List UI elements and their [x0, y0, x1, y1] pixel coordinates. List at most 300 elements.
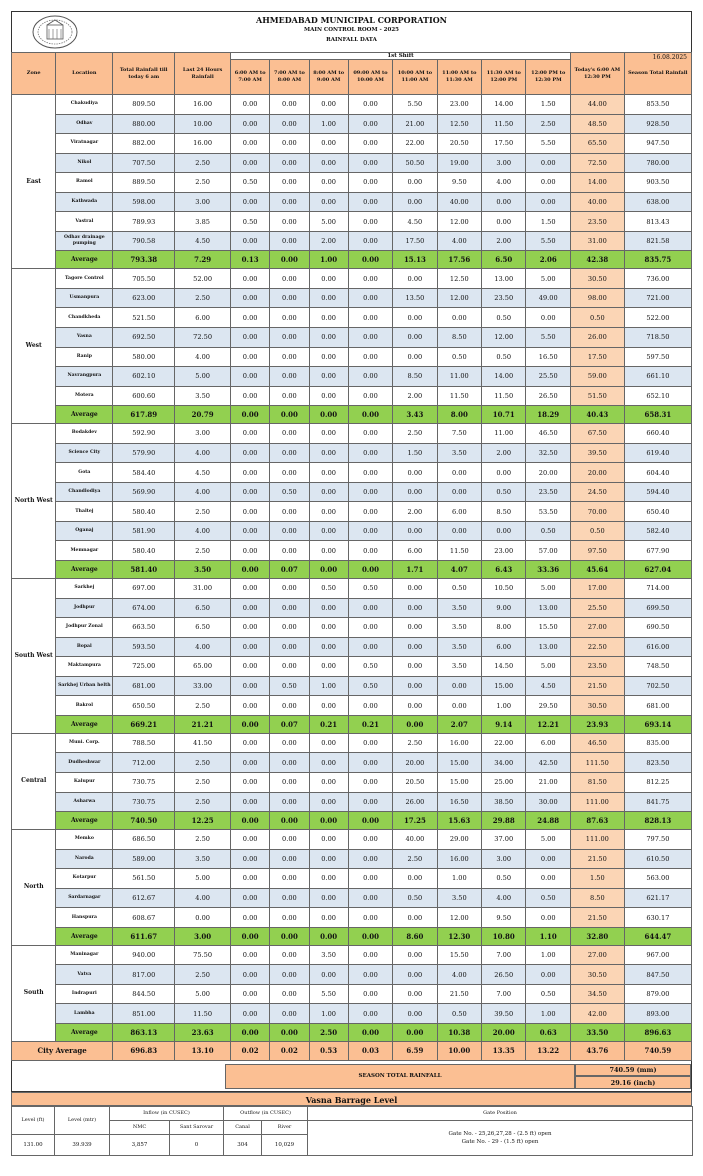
value-cell: 6.50 — [175, 598, 231, 618]
value-cell: 0.00 — [393, 945, 437, 965]
value-cell: 0.00 — [309, 347, 348, 367]
value-cell: 0.00 — [348, 869, 392, 889]
value-cell: 2.50 — [175, 502, 231, 522]
value-cell: 0.00 — [309, 598, 348, 618]
city-average-value: 13.22 — [526, 1041, 571, 1060]
value-cell: 2.50 — [175, 792, 231, 812]
value-cell: 0.00 — [393, 637, 437, 657]
average-value: 828.13 — [624, 812, 691, 830]
value-cell: 13.00 — [482, 269, 526, 289]
value-cell: 0.00 — [231, 908, 270, 928]
average-label: Average — [56, 927, 113, 945]
value-cell: 0.00 — [348, 792, 392, 812]
location-name: Bakrol — [56, 696, 113, 716]
value-cell: 692.50 — [113, 328, 175, 348]
average-value: 15.63 — [437, 812, 481, 830]
table-row — [12, 541, 692, 561]
average-value: 2.07 — [437, 715, 481, 733]
outflow-label: Outflow (in CUSEC) — [224, 1106, 308, 1120]
shift-header: 1st Shift — [231, 53, 571, 60]
value-cell: 4.50 — [175, 463, 231, 483]
value-cell: 608.67 — [113, 908, 175, 928]
season-value: 967.00 — [624, 945, 691, 965]
location-name: Viratnagar — [56, 134, 113, 154]
value-cell: 4.00 — [437, 231, 481, 251]
value-cell: 2.50 — [393, 424, 437, 444]
average-value: 0.00 — [231, 561, 270, 579]
gate-line-1: Gate No. - 25,26,27,28 - (2.5 ft) open — [448, 1130, 552, 1137]
value-cell: 561.50 — [113, 869, 175, 889]
value-cell: 0.00 — [231, 269, 270, 289]
season-value: 652.10 — [624, 386, 691, 406]
city-average-value: 0.53 — [309, 1041, 348, 1060]
value-cell: 4.00 — [175, 443, 231, 463]
location-name: Hanspura — [56, 908, 113, 928]
value-cell: 14.00 — [482, 95, 526, 115]
value-cell: 3.50 — [437, 637, 481, 657]
level-mtr-value: 39.939 — [55, 1134, 110, 1155]
average-value: 45.64 — [570, 561, 624, 579]
river-value: 10,029 — [262, 1134, 308, 1155]
season-value: 594.40 — [624, 482, 691, 502]
average-value: 611.67 — [113, 927, 175, 945]
value-cell: 0.50 — [482, 482, 526, 502]
value-cell: 0.00 — [309, 424, 348, 444]
average-value: 17.56 — [437, 251, 481, 269]
value-cell: 0.00 — [231, 637, 270, 657]
slot-header: 11:30 AM to 12:00 PM — [482, 60, 526, 95]
value-cell: 581.90 — [113, 521, 175, 541]
location-name: Ranip — [56, 347, 113, 367]
value-cell: 0.00 — [270, 598, 309, 618]
value-cell: 2.50 — [393, 849, 437, 869]
value-cell: 1.50 — [393, 443, 437, 463]
value-cell: 0.00 — [270, 733, 309, 753]
sant-sarovar-label: Sant Sarovar — [170, 1120, 224, 1134]
value-cell: 0.00 — [309, 696, 348, 716]
value-cell: 0.00 — [270, 502, 309, 522]
value-cell: 11.50 — [437, 386, 481, 406]
value-cell: 46.50 — [526, 424, 571, 444]
location-name: Chakudiya — [56, 95, 113, 115]
value-cell: 12.00 — [437, 288, 481, 308]
value-cell: 0.00 — [231, 231, 270, 251]
location-name: Naroda — [56, 849, 113, 869]
value-cell: 0.00 — [309, 888, 348, 908]
value-cell: 9.50 — [482, 908, 526, 928]
value-cell: 0.00 — [348, 134, 392, 154]
value-cell: 4.00 — [175, 888, 231, 908]
value-cell: 0.00 — [348, 541, 392, 561]
value-cell: 32.50 — [526, 443, 571, 463]
location-name: Sarkhej Urban helth — [56, 676, 113, 696]
nmc-label: NMC — [110, 1120, 170, 1134]
table-row — [12, 753, 692, 773]
value-cell: 4.00 — [482, 173, 526, 193]
nmc-value: 3,857 — [110, 1134, 170, 1155]
value-cell: 13.00 — [526, 598, 571, 618]
average-value: 0.21 — [348, 715, 392, 733]
value-cell: 2.00 — [482, 443, 526, 463]
value-cell: 0.00 — [393, 192, 437, 212]
value-cell: 0.00 — [393, 965, 437, 985]
value-cell: 5.00 — [309, 212, 348, 232]
value-cell: 11.50 — [175, 1004, 231, 1024]
value-cell: 0.00 — [270, 443, 309, 463]
average-value: 9.14 — [482, 715, 526, 733]
value-cell: 0.00 — [309, 367, 348, 387]
value-cell: 5.00 — [526, 269, 571, 289]
season-value: 621.17 — [624, 888, 691, 908]
season-value: 853.50 — [624, 95, 691, 115]
value-cell: 0.00 — [270, 367, 309, 387]
today-value: 17.00 — [570, 579, 624, 599]
season-value: 714.00 — [624, 579, 691, 599]
city-average-value: 740.59 — [624, 1041, 691, 1060]
value-cell: 14.50 — [482, 657, 526, 677]
table-row — [12, 579, 692, 599]
value-cell: 0.00 — [526, 153, 571, 173]
value-cell: 0.00 — [231, 984, 270, 1004]
value-cell: 1.50 — [526, 95, 571, 115]
value-cell: 0.00 — [309, 830, 348, 850]
today-value: 42.00 — [570, 1004, 624, 1024]
value-cell: 0.50 — [393, 888, 437, 908]
today-value: 21.50 — [570, 849, 624, 869]
table-row — [12, 367, 692, 387]
table-row — [12, 482, 692, 502]
average-value: 24.88 — [526, 812, 571, 830]
value-cell: 0.00 — [348, 367, 392, 387]
value-cell: 75.50 — [175, 945, 231, 965]
value-cell: 0.00 — [231, 657, 270, 677]
value-cell: 0.00 — [526, 908, 571, 928]
table-row — [12, 908, 692, 928]
today-value: 97.50 — [570, 541, 624, 561]
value-cell: 0.00 — [231, 288, 270, 308]
report-name: RAINFALL DATA — [326, 37, 377, 43]
today-value: 81.50 — [570, 772, 624, 792]
season-value: 835.00 — [624, 733, 691, 753]
table-row — [12, 114, 692, 134]
zone-name: West — [12, 269, 56, 424]
value-cell: 0.00 — [270, 521, 309, 541]
value-cell: 0.00 — [231, 482, 270, 502]
slot-header: 7:00 AM to 8:00 AM — [270, 60, 309, 95]
value-cell: 2.50 — [175, 173, 231, 193]
average-value: 12.30 — [437, 927, 481, 945]
value-cell: 580.40 — [113, 502, 175, 522]
average-value: 1.00 — [309, 251, 348, 269]
today-value: 67.50 — [570, 424, 624, 444]
season-value: 616.00 — [624, 637, 691, 657]
average-value: 3.50 — [175, 561, 231, 579]
value-cell: 0.00 — [309, 541, 348, 561]
value-cell: 0.00 — [348, 521, 392, 541]
value-cell: 0.50 — [348, 579, 392, 599]
level-mtr-label: Level (mtr) — [55, 1106, 110, 1134]
season-value: 597.50 — [624, 347, 691, 367]
location-name: Bodakdev — [56, 424, 113, 444]
location-name: Sarkhej — [56, 579, 113, 599]
value-cell: 809.50 — [113, 95, 175, 115]
value-cell: 0.00 — [437, 676, 481, 696]
table-row — [12, 212, 692, 232]
season-total-label: SEASON TOTAL RAINFALL — [225, 1064, 575, 1089]
city-average-value: 6.59 — [393, 1041, 437, 1060]
value-cell: 1.50 — [526, 212, 571, 232]
value-cell: 0.00 — [393, 269, 437, 289]
value-cell: 0.00 — [393, 676, 437, 696]
today-value: 22.50 — [570, 637, 624, 657]
inflow-label: Inflow (in CUSEC) — [110, 1106, 224, 1120]
value-cell: 1.00 — [437, 869, 481, 889]
value-cell: 0.00 — [231, 424, 270, 444]
report-date: 16.08.2025 — [652, 54, 687, 61]
season-value: 650.40 — [624, 502, 691, 522]
value-cell: 0.00 — [348, 753, 392, 773]
value-cell: 0.00 — [348, 733, 392, 753]
today-value: 25.50 — [570, 598, 624, 618]
average-value: 0.00 — [231, 406, 270, 424]
value-cell: 0.00 — [348, 386, 392, 406]
value-cell: 1.00 — [309, 114, 348, 134]
value-cell: 0.00 — [270, 696, 309, 716]
value-cell: 0.00 — [437, 308, 481, 328]
value-cell: 0.00 — [393, 908, 437, 928]
average-value: 669.21 — [113, 715, 175, 733]
average-value: 23.93 — [570, 715, 624, 733]
value-cell: 0.50 — [437, 579, 481, 599]
value-cell: 0.00 — [393, 347, 437, 367]
value-cell: 889.50 — [113, 173, 175, 193]
value-cell: 0.00 — [309, 269, 348, 289]
value-cell: 16.50 — [437, 792, 481, 812]
value-cell: 0.00 — [270, 579, 309, 599]
value-cell: 580.40 — [113, 541, 175, 561]
table-row — [12, 521, 692, 541]
value-cell: 3.50 — [437, 657, 481, 677]
zone-name: North West — [12, 424, 56, 579]
table-row — [12, 830, 692, 850]
value-cell: 2.00 — [482, 231, 526, 251]
value-cell: 0.00 — [231, 192, 270, 212]
today-value: 0.50 — [570, 308, 624, 328]
value-cell: 817.00 — [113, 965, 175, 985]
value-cell: 21.00 — [393, 114, 437, 134]
value-cell: 0.00 — [348, 502, 392, 522]
slot-header: 09:00 AM to 10:00 AM — [348, 60, 392, 95]
value-cell: 4.00 — [437, 965, 481, 985]
average-value: 32.80 — [570, 927, 624, 945]
value-cell: 0.00 — [348, 231, 392, 251]
today-value: 111.00 — [570, 792, 624, 812]
value-cell: 0.50 — [231, 173, 270, 193]
value-cell: 2.50 — [393, 733, 437, 753]
value-cell: 0.00 — [348, 347, 392, 367]
table-row — [12, 598, 692, 618]
season-value: 582.40 — [624, 521, 691, 541]
today-value: 21.50 — [570, 676, 624, 696]
value-cell: 0.00 — [393, 984, 437, 1004]
value-cell: 0.00 — [348, 984, 392, 1004]
value-cell: 1.00 — [482, 696, 526, 716]
value-cell: 0.00 — [270, 984, 309, 1004]
value-cell: 15.00 — [437, 772, 481, 792]
value-cell: 7.50 — [437, 424, 481, 444]
location-name: Dudheshwar — [56, 753, 113, 773]
value-cell: 579.90 — [113, 443, 175, 463]
zone-name: South West — [12, 579, 56, 734]
average-value: 23.63 — [175, 1023, 231, 1041]
average-value: 627.04 — [624, 561, 691, 579]
value-cell: 0.00 — [270, 173, 309, 193]
season-value: 721.00 — [624, 288, 691, 308]
table-row — [12, 424, 692, 444]
location-name: Vastral — [56, 212, 113, 232]
season-value: 690.50 — [624, 618, 691, 638]
value-cell: 3.00 — [482, 153, 526, 173]
table-row — [12, 676, 692, 696]
value-cell: 0.00 — [309, 482, 348, 502]
average-value: 896.63 — [624, 1023, 691, 1041]
value-cell: 29.00 — [437, 830, 481, 850]
value-cell: 1.00 — [309, 1004, 348, 1024]
value-cell: 21.00 — [526, 772, 571, 792]
average-value: 0.63 — [526, 1023, 571, 1041]
value-cell: 521.50 — [113, 308, 175, 328]
table-row — [12, 965, 692, 985]
value-cell: 4.00 — [175, 347, 231, 367]
average-value: 0.00 — [231, 715, 270, 733]
value-cell: 0.00 — [348, 965, 392, 985]
city-average-value: 0.02 — [231, 1041, 270, 1060]
value-cell: 5.50 — [309, 984, 348, 1004]
value-cell: 2.50 — [175, 753, 231, 773]
average-value: 87.63 — [570, 812, 624, 830]
value-cell: 0.00 — [231, 367, 270, 387]
value-cell: 57.00 — [526, 541, 571, 561]
zone-name: South — [12, 945, 56, 1041]
average-value: 863.13 — [113, 1023, 175, 1041]
value-cell: 0.00 — [270, 114, 309, 134]
value-cell: 5.00 — [175, 984, 231, 1004]
location-name: Kalupur — [56, 772, 113, 792]
season-value: 610.50 — [624, 849, 691, 869]
table-row — [12, 945, 692, 965]
value-cell: 0.00 — [309, 192, 348, 212]
average-value: 17.25 — [393, 812, 437, 830]
today-value: 39.50 — [570, 443, 624, 463]
value-cell: 788.50 — [113, 733, 175, 753]
today-value: 27.00 — [570, 945, 624, 965]
average-value: 0.00 — [348, 1023, 392, 1041]
today-value: 44.00 — [570, 95, 624, 115]
value-cell: 0.00 — [482, 212, 526, 232]
value-cell: 0.00 — [231, 521, 270, 541]
value-cell: 0.00 — [348, 830, 392, 850]
today-value: 23.50 — [570, 212, 624, 232]
city-average-value: 13.10 — [175, 1041, 231, 1060]
today-value: 46.50 — [570, 733, 624, 753]
value-cell: 2.00 — [309, 231, 348, 251]
value-cell: 11.50 — [482, 114, 526, 134]
table-row — [12, 386, 692, 406]
value-cell: 0.00 — [270, 945, 309, 965]
value-cell: 26.00 — [393, 792, 437, 812]
value-cell: 0.00 — [231, 753, 270, 773]
value-cell: 0.00 — [348, 288, 392, 308]
average-value: 0.00 — [309, 927, 348, 945]
value-cell: 0.00 — [270, 637, 309, 657]
value-cell: 0.00 — [270, 386, 309, 406]
value-cell: 0.00 — [270, 153, 309, 173]
value-cell: 0.00 — [231, 772, 270, 792]
value-cell: 0.00 — [231, 347, 270, 367]
season-value: 841.75 — [624, 792, 691, 812]
average-value: 0.00 — [270, 812, 309, 830]
value-cell: 0.50 — [526, 888, 571, 908]
value-cell: 6.00 — [393, 541, 437, 561]
average-value: 0.07 — [270, 715, 309, 733]
season-value: 847.50 — [624, 965, 691, 985]
average-value: 20.00 — [482, 1023, 526, 1041]
value-cell: 12.00 — [482, 328, 526, 348]
value-cell: 663.50 — [113, 618, 175, 638]
season-value: 661.10 — [624, 367, 691, 387]
value-cell: 33.00 — [175, 676, 231, 696]
value-cell: 0.50 — [348, 657, 392, 677]
season-value: 903.50 — [624, 173, 691, 193]
value-cell: 602.10 — [113, 367, 175, 387]
today-value: 111.00 — [570, 830, 624, 850]
average-value: 0.00 — [348, 406, 392, 424]
today-value: 31.00 — [570, 231, 624, 251]
value-cell: 851.00 — [113, 1004, 175, 1024]
value-cell: 10.50 — [482, 579, 526, 599]
value-cell: 29.50 — [526, 696, 571, 716]
average-value: 0.00 — [348, 812, 392, 830]
average-label: Average — [56, 1023, 113, 1041]
value-cell: 0.50 — [437, 347, 481, 367]
city-average-value: 43.76 — [570, 1041, 624, 1060]
value-cell: 25.00 — [482, 772, 526, 792]
average-value: 0.00 — [348, 561, 392, 579]
value-cell: 0.00 — [348, 114, 392, 134]
season-value: 660.40 — [624, 424, 691, 444]
season-value: 879.00 — [624, 984, 691, 1004]
value-cell: 0.00 — [270, 463, 309, 483]
value-cell: 8.50 — [393, 367, 437, 387]
value-cell: 21.50 — [437, 984, 481, 1004]
value-cell: 2.50 — [175, 696, 231, 716]
value-cell: 0.50 — [348, 676, 392, 696]
value-cell: 725.00 — [113, 657, 175, 677]
sant-sarovar-value: 0 — [170, 1134, 224, 1155]
value-cell: 705.50 — [113, 269, 175, 289]
average-value: 0.00 — [231, 812, 270, 830]
value-cell: 9.50 — [437, 173, 481, 193]
value-cell: 5.00 — [175, 367, 231, 387]
value-cell: 0.00 — [231, 502, 270, 522]
value-cell: 569.90 — [113, 482, 175, 502]
value-cell: 589.00 — [113, 849, 175, 869]
location-name: Oganaj — [56, 521, 113, 541]
value-cell: 15.00 — [437, 753, 481, 773]
value-cell: 0.00 — [231, 696, 270, 716]
value-cell: 5.50 — [526, 328, 571, 348]
value-cell: 0.00 — [348, 598, 392, 618]
